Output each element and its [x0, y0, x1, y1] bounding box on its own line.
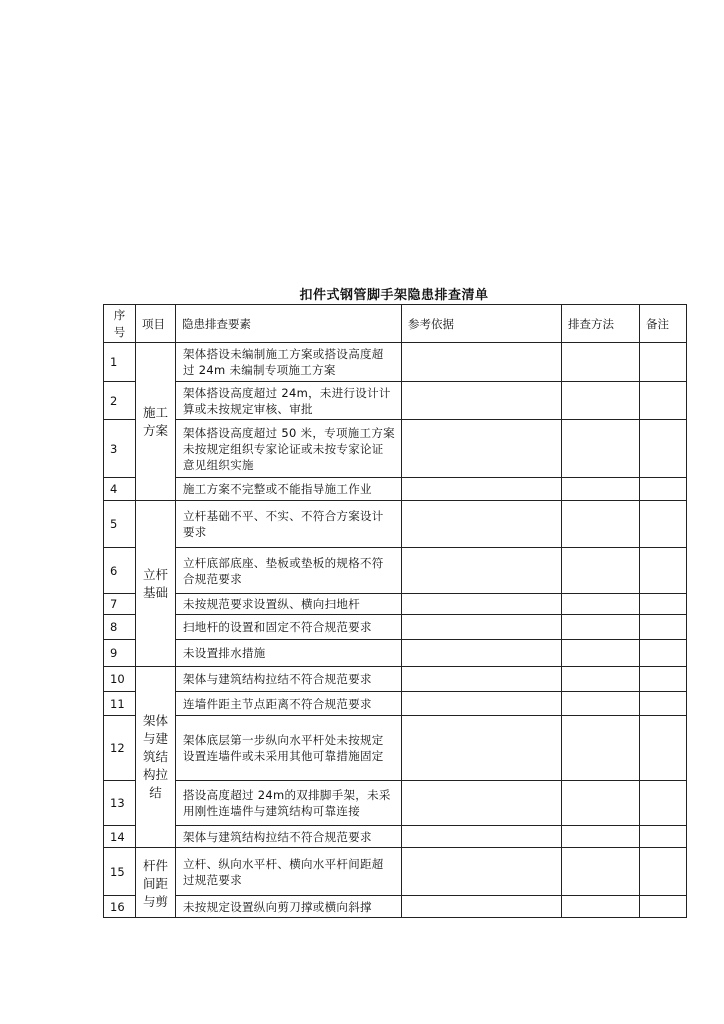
- table-row: [104, 615, 687, 640]
- table-row: [104, 548, 687, 594]
- group-construction-plan: 施工方案: [136, 343, 176, 501]
- note-cell: [640, 848, 687, 896]
- note-cell: [640, 615, 687, 640]
- reference-cell: [402, 343, 562, 382]
- row-number: 16: [104, 896, 136, 918]
- method-cell: [562, 501, 640, 548]
- table-row: [104, 667, 687, 692]
- row-number: 14: [104, 826, 136, 848]
- group-member-spacing: 杆件间距与剪: [136, 848, 176, 918]
- hazard-item: 未设置排水措施: [176, 640, 402, 667]
- table-row: [104, 343, 687, 382]
- table-row: [104, 826, 687, 848]
- method-cell: [562, 548, 640, 594]
- hazard-item: 架体与建筑结构拉结不符合规范要求: [176, 826, 402, 848]
- method-cell: [562, 667, 640, 692]
- reference-cell: [402, 478, 562, 501]
- reference-cell: [402, 826, 562, 848]
- reference-cell: [402, 667, 562, 692]
- table-row: [104, 382, 687, 420]
- reference-cell: [402, 896, 562, 918]
- row-number: 10: [104, 667, 136, 692]
- hazard-item: 未按规范要求设置纵、横向扫地杆: [176, 594, 402, 615]
- row-number: 3: [104, 420, 136, 478]
- hazard-item: 架体搭设未编制施工方案或搭设高度超过 24m 未编制专项施工方案: [176, 343, 402, 382]
- note-cell: [640, 548, 687, 594]
- header-project: 项目: [136, 305, 176, 343]
- table-row: [104, 501, 687, 548]
- method-cell: [562, 896, 640, 918]
- row-number: 9: [104, 640, 136, 667]
- row-number: 13: [104, 781, 136, 826]
- method-cell: [562, 716, 640, 781]
- table-row: [104, 478, 687, 501]
- hazard-item: 未按规定设置纵向剪刀撑或横向斜撑: [176, 896, 402, 918]
- table-row: [104, 420, 687, 478]
- hazard-checklist-table: [103, 304, 687, 918]
- row-number: 6: [104, 548, 136, 594]
- method-cell: [562, 615, 640, 640]
- method-cell: [562, 478, 640, 501]
- reference-cell: [402, 548, 562, 594]
- hazard-item: 架体与建筑结构拉结不符合规范要求: [176, 667, 402, 692]
- hazard-item: 立杆基础不平、不实、不符合方案设计要求: [176, 501, 402, 548]
- hazard-item: 施工方案不完整或不能指导施工作业: [176, 478, 402, 501]
- method-cell: [562, 382, 640, 420]
- table-row: [104, 594, 687, 615]
- header-seq: 序号: [104, 305, 136, 343]
- reference-cell: [402, 615, 562, 640]
- table-row: [104, 781, 687, 826]
- table-row: [104, 716, 687, 781]
- hazard-item: 连墙件距主节点距离不符合规范要求: [176, 692, 402, 716]
- note-cell: [640, 667, 687, 692]
- group-pole-foundation: 立杆基础: [136, 501, 176, 667]
- table-row: [104, 640, 687, 667]
- method-cell: [562, 343, 640, 382]
- note-cell: [640, 826, 687, 848]
- table-row: [104, 848, 687, 896]
- row-number: 4: [104, 478, 136, 501]
- row-number: 15: [104, 848, 136, 896]
- header-row: [104, 305, 687, 343]
- note-cell: [640, 692, 687, 716]
- reference-cell: [402, 640, 562, 667]
- method-cell: [562, 420, 640, 478]
- note-cell: [640, 781, 687, 826]
- hazard-item: 搭设高度超过 24m的双排脚手架，未采用刚性连墙件与建筑结构可靠连接: [176, 781, 402, 826]
- reference-cell: [402, 781, 562, 826]
- note-cell: [640, 478, 687, 501]
- reference-cell: [402, 382, 562, 420]
- note-cell: [640, 343, 687, 382]
- row-number: 2: [104, 382, 136, 420]
- note-cell: [640, 896, 687, 918]
- document-title: 扣件式钢管脚手架隐患排查清单: [299, 288, 489, 303]
- table-row: [104, 896, 687, 918]
- header-hazard: 隐患排查要素: [176, 305, 402, 343]
- group-structure-tie: 架体与建筑结构拉结: [136, 667, 176, 848]
- row-number: 8: [104, 615, 136, 640]
- row-number: 1: [104, 343, 136, 382]
- hazard-item: 架体搭设高度超过 50 米，专项施工方案未按规定组织专家论证或未按专家论证意见组织实施: [176, 420, 402, 478]
- note-cell: [640, 501, 687, 548]
- hazard-item: 立杆、纵向水平杆、横向水平杆间距超过规范要求: [176, 848, 402, 896]
- method-cell: [562, 692, 640, 716]
- header-note: 备注: [640, 305, 687, 343]
- method-cell: [562, 640, 640, 667]
- note-cell: [640, 382, 687, 420]
- reference-cell: [402, 692, 562, 716]
- header-method: 排查方法: [562, 305, 640, 343]
- row-number: 12: [104, 716, 136, 781]
- row-number: 5: [104, 501, 136, 548]
- reference-cell: [402, 501, 562, 548]
- hazard-item: 架体底层第一步纵向水平杆处未按规定设置连墙件或未采用其他可靠措施固定: [176, 716, 402, 781]
- hazard-item: 扫地杆的设置和固定不符合规范要求: [176, 615, 402, 640]
- note-cell: [640, 640, 687, 667]
- method-cell: [562, 848, 640, 896]
- method-cell: [562, 594, 640, 615]
- note-cell: [640, 716, 687, 781]
- method-cell: [562, 781, 640, 826]
- reference-cell: [402, 848, 562, 896]
- row-number: 11: [104, 692, 136, 716]
- note-cell: [640, 594, 687, 615]
- note-cell: [640, 420, 687, 478]
- hazard-item: 架体搭设高度超过 24m，未进行设计计算或未按规定审核、审批: [176, 382, 402, 420]
- reference-cell: [402, 420, 562, 478]
- reference-cell: [402, 716, 562, 781]
- table-row: [104, 692, 687, 716]
- row-number: 7: [104, 594, 136, 615]
- hazard-item: 立杆底部底座、垫板或垫板的规格不符合规范要求: [176, 548, 402, 594]
- method-cell: [562, 826, 640, 848]
- header-reference: 参考依据: [402, 305, 562, 343]
- reference-cell: [402, 594, 562, 615]
